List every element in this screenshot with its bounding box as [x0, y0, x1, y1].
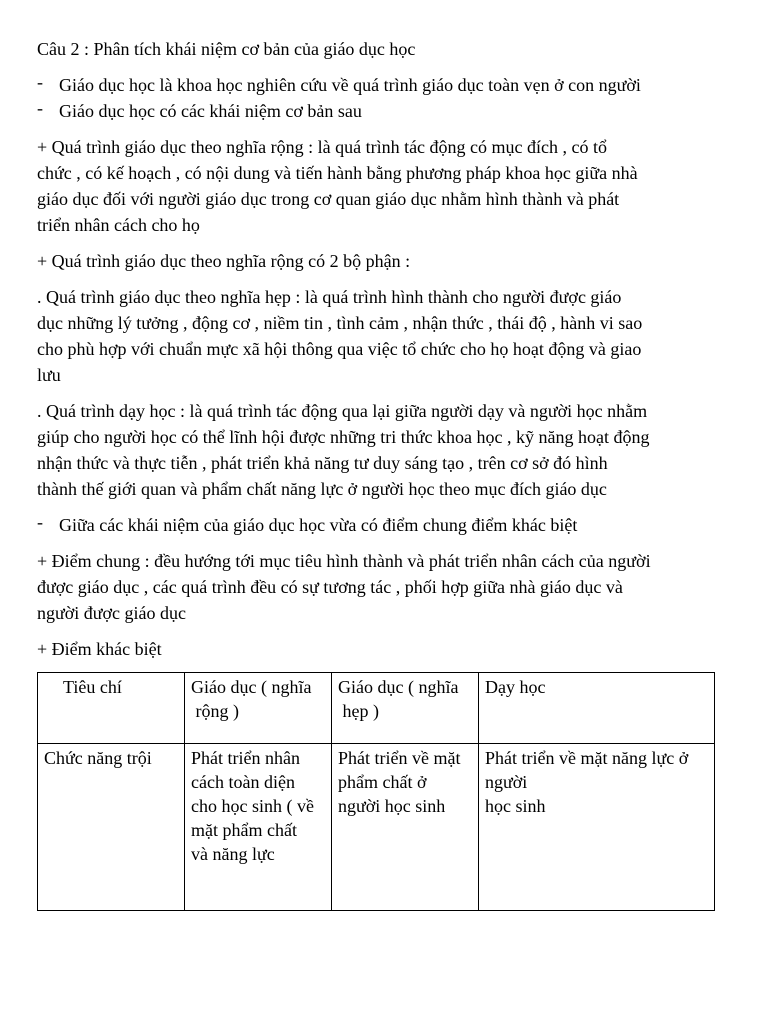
text-line: được giáo dục , các quá trình đều có sự tương tác , phối hợp giữa nhà giáo dục và: [37, 577, 623, 597]
cell-line: cho học sinh ( về: [191, 796, 314, 816]
text-line: + Quá trình giáo dục theo nghĩa rộng : là quá trình tác động có mục đích , có tổ: [37, 137, 608, 157]
list-item: [37, 512, 727, 538]
cell-line: người học sinh: [338, 796, 446, 816]
list-item-text: Giáo dục học là khoa học nghiên cứu về quá trình giáo dục toàn vẹn ở con người: [59, 75, 641, 95]
cell-broad: [185, 744, 332, 911]
question-title: Câu 2 : Phân tích khái niệm cơ bản của giáo dục học: [37, 39, 416, 59]
text-line: người được giáo dục: [37, 603, 187, 623]
table-row: [38, 744, 715, 911]
cell-line: Dạy học: [485, 677, 546, 697]
text-line: + Điểm chung : đều hướng tới mục tiêu hình thành và phát triển nhân cách của người: [37, 551, 651, 571]
dash-marker: -: [37, 512, 43, 532]
dash-marker: -: [37, 98, 43, 118]
list-item: [37, 72, 727, 98]
paragraph-common-points: [37, 548, 727, 626]
dash-marker: -: [37, 72, 43, 92]
text-line: giúp cho người học có thể lĩnh hội được những tri thức khoa học , kỹ năng hoạt động: [37, 427, 650, 447]
paragraph-differences: + Điểm khác biệt: [37, 639, 162, 659]
list-item-text: Giáo dục học có các khái niệm cơ bản sau: [59, 101, 362, 121]
cell-line: Chức năng trội: [44, 748, 152, 768]
text-line: nhận thức và thực tiễn , phát triển khả năng tư duy sáng tạo , trên cơ sở đó hình: [37, 453, 608, 473]
text-line: chức , có kế hoạch , có nội dung và tiến hành bằng phương pháp khoa học giữa nhà: [37, 163, 638, 183]
header-cell-criterion: [38, 673, 185, 744]
cell-line: rộng ): [191, 701, 239, 721]
cell-line: Tiêu chí: [63, 677, 122, 697]
paragraph-two-parts: + Quá trình giáo dục theo nghĩa rộng có 2 bộ phận :: [37, 251, 411, 271]
header-cell-narrow: [332, 673, 479, 744]
list-item: [37, 98, 727, 124]
text-line: dục những lý tưởng , động cơ , niềm tin , tình cảm , nhận thức , thái độ , hành vi sao: [37, 313, 643, 333]
paragraph-broad-education: [37, 134, 727, 238]
cell-line: học sinh: [485, 796, 546, 816]
document-page: [37, 36, 727, 911]
cell-line: Giáo dục ( nghĩa: [191, 677, 312, 697]
text-line: giáo dục đối với người giáo dục trong cơ quan giáo dục nhằm hình thành và phát: [37, 189, 620, 209]
cell-line: Phát triển về mặt năng lực ở: [485, 748, 689, 768]
paragraph-narrow-education: [37, 284, 727, 388]
cell-line: mặt phẩm chất: [191, 820, 297, 840]
cell-line: Phát triển về mặt: [338, 748, 461, 768]
cell-line: và năng lực: [191, 844, 275, 864]
text-line: triển nhân cách cho họ: [37, 215, 200, 235]
cell-line: hẹp ): [338, 701, 379, 721]
comparison-table: [37, 672, 715, 911]
header-cell-teaching: [479, 673, 715, 744]
text-line: cho phù hợp với chuẩn mực xã hội thông qua việc tổ chức cho họ hoạt động và giao: [37, 339, 642, 359]
cell-narrow: [332, 744, 479, 911]
cell-line: cách toàn diện: [191, 772, 295, 792]
cell-teaching: [479, 744, 715, 911]
text-line: . Quá trình dạy học : là quá trình tác động qua lại giữa người dạy và người học nhằm: [37, 401, 648, 421]
cell-line: người: [485, 772, 528, 792]
cell-line: phẩm chất ở: [338, 772, 427, 792]
table-header-row: [38, 673, 715, 744]
text-line: . Quá trình giáo dục theo nghĩa hẹp : là quá trình hình thành cho người được giáo: [37, 287, 622, 307]
paragraph-teaching-process: [37, 398, 727, 502]
text-line: thành thế giới quan và phẩm chất năng lực ở người học theo mục đích giáo dục: [37, 479, 607, 499]
header-cell-broad: [185, 673, 332, 744]
cell-line: Giáo dục ( nghĩa: [338, 677, 459, 697]
list-item-text: Giữa các khái niệm của giáo dục học vừa có điểm chung điểm khác biệt: [59, 515, 578, 535]
text-line: lưu: [37, 365, 61, 385]
cell-line: Phát triển nhân: [191, 748, 300, 768]
cell-criterion: [38, 744, 185, 911]
